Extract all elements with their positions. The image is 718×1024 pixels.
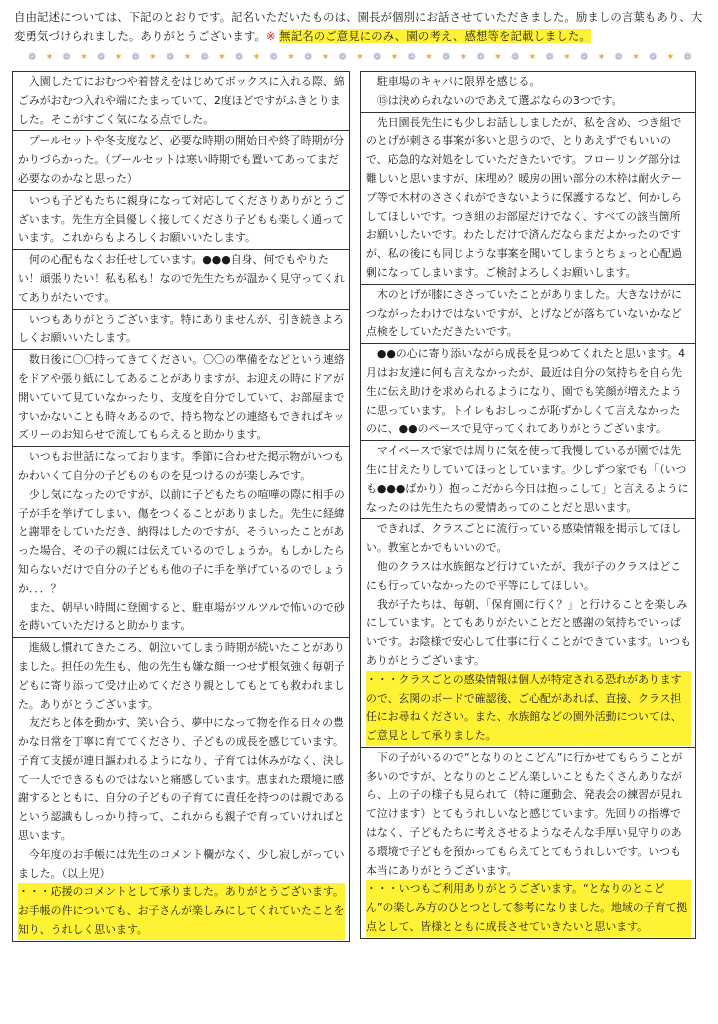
flower-ornament-icon: ❁ — [269, 52, 278, 63]
comment-box — [12, 309, 350, 351]
star-ornament-icon: ✶ — [666, 52, 675, 63]
comment-box — [12, 190, 350, 250]
star-ornament-icon: ✶ — [45, 52, 54, 63]
comment-box — [360, 71, 696, 113]
comment-text: いつもありがとうございます。特にありませんが、引き続きよろしくお願いいたします。 — [18, 312, 344, 345]
flower-ornament-icon: ❁ — [338, 52, 347, 63]
comment-text: ⑮は決められないのであえて選ぶならの3つです。 — [376, 93, 623, 107]
flower-ornament-icon: ❁ — [511, 52, 520, 63]
school-reply-text: ・・・応援のコメントとして承りました。ありがとうございます。 — [18, 883, 345, 902]
flower-ornament-icon: ❁ — [545, 52, 554, 63]
star-ornament-icon: ✶ — [114, 52, 123, 63]
comment-text: 駐車場のキャパに限界を感じる。 — [376, 75, 541, 88]
flower-ornament-icon: ❁ — [131, 52, 140, 63]
comment-text: 他のクラスは水族館など行けていたが、我が子のクラスはどこにも行っていなかったので平等にしてほしい。 — [366, 559, 682, 592]
star-ornament-icon: ✶ — [183, 52, 192, 63]
star-ornament-icon: ✶ — [148, 52, 158, 63]
star-ornament-icon: ✶ — [355, 52, 365, 63]
comment-text: マイペースで家では周りに気を使って我慢しているが園では先生に甘えたりしていてほっとしています。少しずつ家でも「（いつも●●●ばかり）抱っこだから今日は抱っこして」と言えるようになったのは先生たちの愛情あってのことだと思います。 — [366, 444, 689, 514]
comment-box — [12, 130, 350, 190]
school-reply — [18, 883, 345, 939]
school-reply-text: ・・・いつもご利用ありがとうございます。“となりのとこどん”の楽しみ方のひとつとして参考になりました。地域の子育て拠点として、皆様とともに成長させていきたいと思います。 — [366, 880, 691, 936]
flower-ornament-icon: ❁ — [166, 52, 175, 63]
comment-box — [360, 747, 696, 939]
flower-ornament-icon: ❁ — [97, 52, 106, 63]
comment-box — [360, 343, 696, 441]
flower-ornament-icon: ❁ — [200, 52, 209, 63]
comment-text: ●●の心に寄り添いながら成長を見つめてくれたと思います。4月はお友達に何も言えなかったが、最近は自分の気持ちを自ら先生に伝え助けを求められるようになり、園でも笑顔が増えたように思っています。トイレもおしっこが恥ずかしくて言えなかったのに、●●のペースで見守ってくれてありがとうございます。 — [366, 347, 686, 436]
flower-ornament-icon: ❁ — [62, 52, 71, 63]
flower-ornament-icon: ❁ — [649, 52, 658, 63]
comment-box — [360, 518, 696, 748]
right-column — [360, 72, 696, 939]
decorative-divider — [28, 52, 692, 64]
comment-text: 数日後に〇〇持ってきてください。〇〇の準備をなどという連絡をドアや張り紙にしてあることがありますが、お迎えの時にドアが開いていて見ていなかったり、支度を自分でしていて、お部屋まですいかないことも時々あるので、持ち物などの連絡もできればキッズリーのお知らせで流してもらえると助かります。 — [18, 353, 345, 442]
comment-box — [12, 249, 350, 309]
comment-text: また、朝早い時間に登園すると、駐車場がツルツルで怖いので砂を蒔いていただけると助かります。 — [18, 600, 345, 633]
left-column — [12, 72, 350, 942]
star-ornament-icon: ✶ — [217, 52, 227, 63]
comment-box — [360, 112, 696, 285]
comment-text: 友だちと体を動かす、笑い合う、夢中になって物を作る日々の豊かな日常を丁寧に育ててくださり、子どもの成長を感じています。子育て支援が連日謳われるようになり、子育ては休みがなく、決して一人でできるものではないと痛感しています。恵まれた環境に感謝するとともに、自分の子どもの子育てに責任を持つのは親であるという認識もしっかり持って、これからも親子で育っていければと思います。 — [18, 716, 345, 843]
star-ornament-icon: ✶ — [631, 52, 641, 63]
comment-text: いつも子どもたちに親身になって対応してくださりありがとうございます。先生方全員優しく接してくださり子どもも楽しく通っています。これからもよろしくお願いいたします。 — [18, 193, 345, 245]
star-ornament-icon: ✶ — [528, 52, 537, 63]
comment-text: 少し気になったのですが、以前に子どもたちの喧嘩の際に相手の子が手を挙げてしまい、傷をつくることがありました。先生に経緯と謝罪をしていただき、納得はしたのですが、そういったことがあった場合、その子の親には伝えているのでしょうか。もしかしたら知らないだけで自分の子どもも他の子に手を挙げているのでしょうか．．．？ — [18, 487, 345, 595]
comment-text: 我が子たちは、毎朝、「保育園に行く？」と行けることを楽しみにしています。とてもありがたいことだと感謝の気持ちでいっぱいです。お陰様で安心して仕事に行くことができています。いつもありがとうございます。 — [366, 597, 691, 667]
comment-box — [360, 284, 696, 344]
intro-text: 自由記述については、下記のとおりです。記名いただいたものは、園長が個別にお話させていただきました。励ましの言葉もあり、大変勇気づけられました。ありがとうございます。 — [14, 10, 703, 43]
star-ornament-icon: ✶ — [321, 52, 330, 63]
flower-ornament-icon: ❁ — [235, 52, 244, 63]
flower-ornament-icon: ❁ — [442, 52, 451, 63]
school-reply-text: お手帳の件についても、お子さんが楽しみにしてくれていたことを知り、うれしく思います。 — [18, 902, 345, 940]
comment-text: 入園したてにおむつや着替えをはじめてボックスに入れる際、綿ごみがおむつ入れや端にたまっていて、2度ほどですがふきとりました。そこがすごく気になる点でした。 — [18, 75, 345, 126]
star-ornament-icon: ✶ — [286, 52, 296, 63]
comment-text: 何の心配もなくお任せしています。●●●自身、何でもやりたい！頑張りたい！私も私も！なので先生たちが温かく見守ってくれてありがたいです。 — [18, 253, 345, 304]
comment-box — [12, 349, 350, 447]
comment-text: できれば、クラスごとに流行っている感染情報を掲示してほしい。教室とかでもいいので。 — [366, 522, 682, 555]
comment-box — [12, 637, 350, 942]
comment-text: 木のとげが膝にささっていたことがありました。大きなけがにつながったわけではないですが、とげなどが落ちていないかなど点検をしていただきたいです。 — [366, 287, 682, 339]
star-ornament-icon: ✶ — [562, 52, 572, 63]
flower-ornament-icon: ❁ — [373, 52, 382, 63]
flower-ornament-icon: ❁ — [304, 52, 313, 63]
star-ornament-icon: ✶ — [79, 52, 89, 63]
comment-box — [12, 71, 350, 131]
intro-highlight: 無記名のご意見にのみ、園の考え、感想等を記載しました。 — [279, 29, 591, 43]
comment-text: 進級し慣れてきたころ、朝泣いてしまう時期が続いたことがありました。担任の先生も、他の先生も嫌な顔一つせず根気強く毎朝子どもに寄り添って受け止めてくださり親としてもとても救われました。ありがとうございます。 — [18, 641, 345, 711]
star-ornament-icon: ✶ — [459, 52, 468, 63]
flower-ornament-icon: ❁ — [407, 52, 416, 63]
note-mark: ※ — [265, 29, 276, 43]
flower-ornament-icon: ❁ — [683, 52, 692, 63]
star-ornament-icon: ✶ — [597, 52, 606, 63]
star-ornament-icon: ✶ — [390, 52, 399, 63]
comment-text: 先日園長先生にも少しお話ししましたが、私を含め、つき組でのとげが刺さる事案が多いと思うので、とりあえずでもいいので、応急的な対処をしていただきたいです。フローリング部分は難しいと思いますが、床埋め？暖房の囲い部分の木枠は耐火テープ等で木材のささくれができないように保護するなど、何かしらしてほしいです。つき組のお部屋だけでなく、すべての該当箇所お願いしたいです。わたしだけで済んだならまだよかったのですが、私の後にも同じような事案を聞いてしまうとちょっと心配過剰になってしまいます。ご検討よろしくお願いします。 — [366, 115, 682, 279]
flower-ornament-icon: ❁ — [476, 52, 485, 63]
flower-ornament-icon: ❁ — [614, 52, 623, 63]
comment-text: プールセットや冬支度など、必要な時期の開始日や終了時期が分かりづらかった。（プールセットは寒い時期でも置いてあってまだ必要なのかなと思った） — [18, 134, 345, 185]
star-ornament-icon: ✶ — [493, 52, 503, 63]
star-ornament-icon: ✶ — [424, 52, 434, 63]
star-ornament-icon: ✶ — [252, 52, 261, 63]
intro-paragraph — [14, 8, 704, 46]
flower-ornament-icon: ❁ — [580, 52, 589, 63]
comment-box — [12, 446, 350, 638]
flower-ornament-icon: ❁ — [28, 52, 37, 63]
comment-text: 今年度のお手帳には先生のコメント欄がなく、少し寂しがっていました。（以上児） — [18, 847, 345, 880]
school-reply-text: ・・・クラスごとの感染情報は個人が特定される恐れがありますので、玄関のボードで確認後、ご心配があれば、直接、クラス担任にお尋ねください。また、水族館などの園外活動については、ご意見として承りました。 — [366, 671, 691, 746]
comment-box — [360, 440, 696, 519]
comment-text: いつもお世話になっております。季節に合わせた掲示物がいつもかわいくて自分の子どものものを見つけるのが楽しみです。 — [18, 450, 344, 482]
comment-text: 下の子がいるので“となりのとこどん”に行かせてもらうことが多いのですが、となりのとこどん楽しいこともたくさんありながら、上の子の様子も見られて（特に運動会、発表会の練習が見れて泣けます）とてもうれしいなと感じています。先回りの指導ではなく、子どもたちに考えさせるようなそんな手厚い見守りのある環境で子どもを預かってもらえてとてもうれしいです。いつも本当にありがとうございます。 — [366, 750, 683, 877]
